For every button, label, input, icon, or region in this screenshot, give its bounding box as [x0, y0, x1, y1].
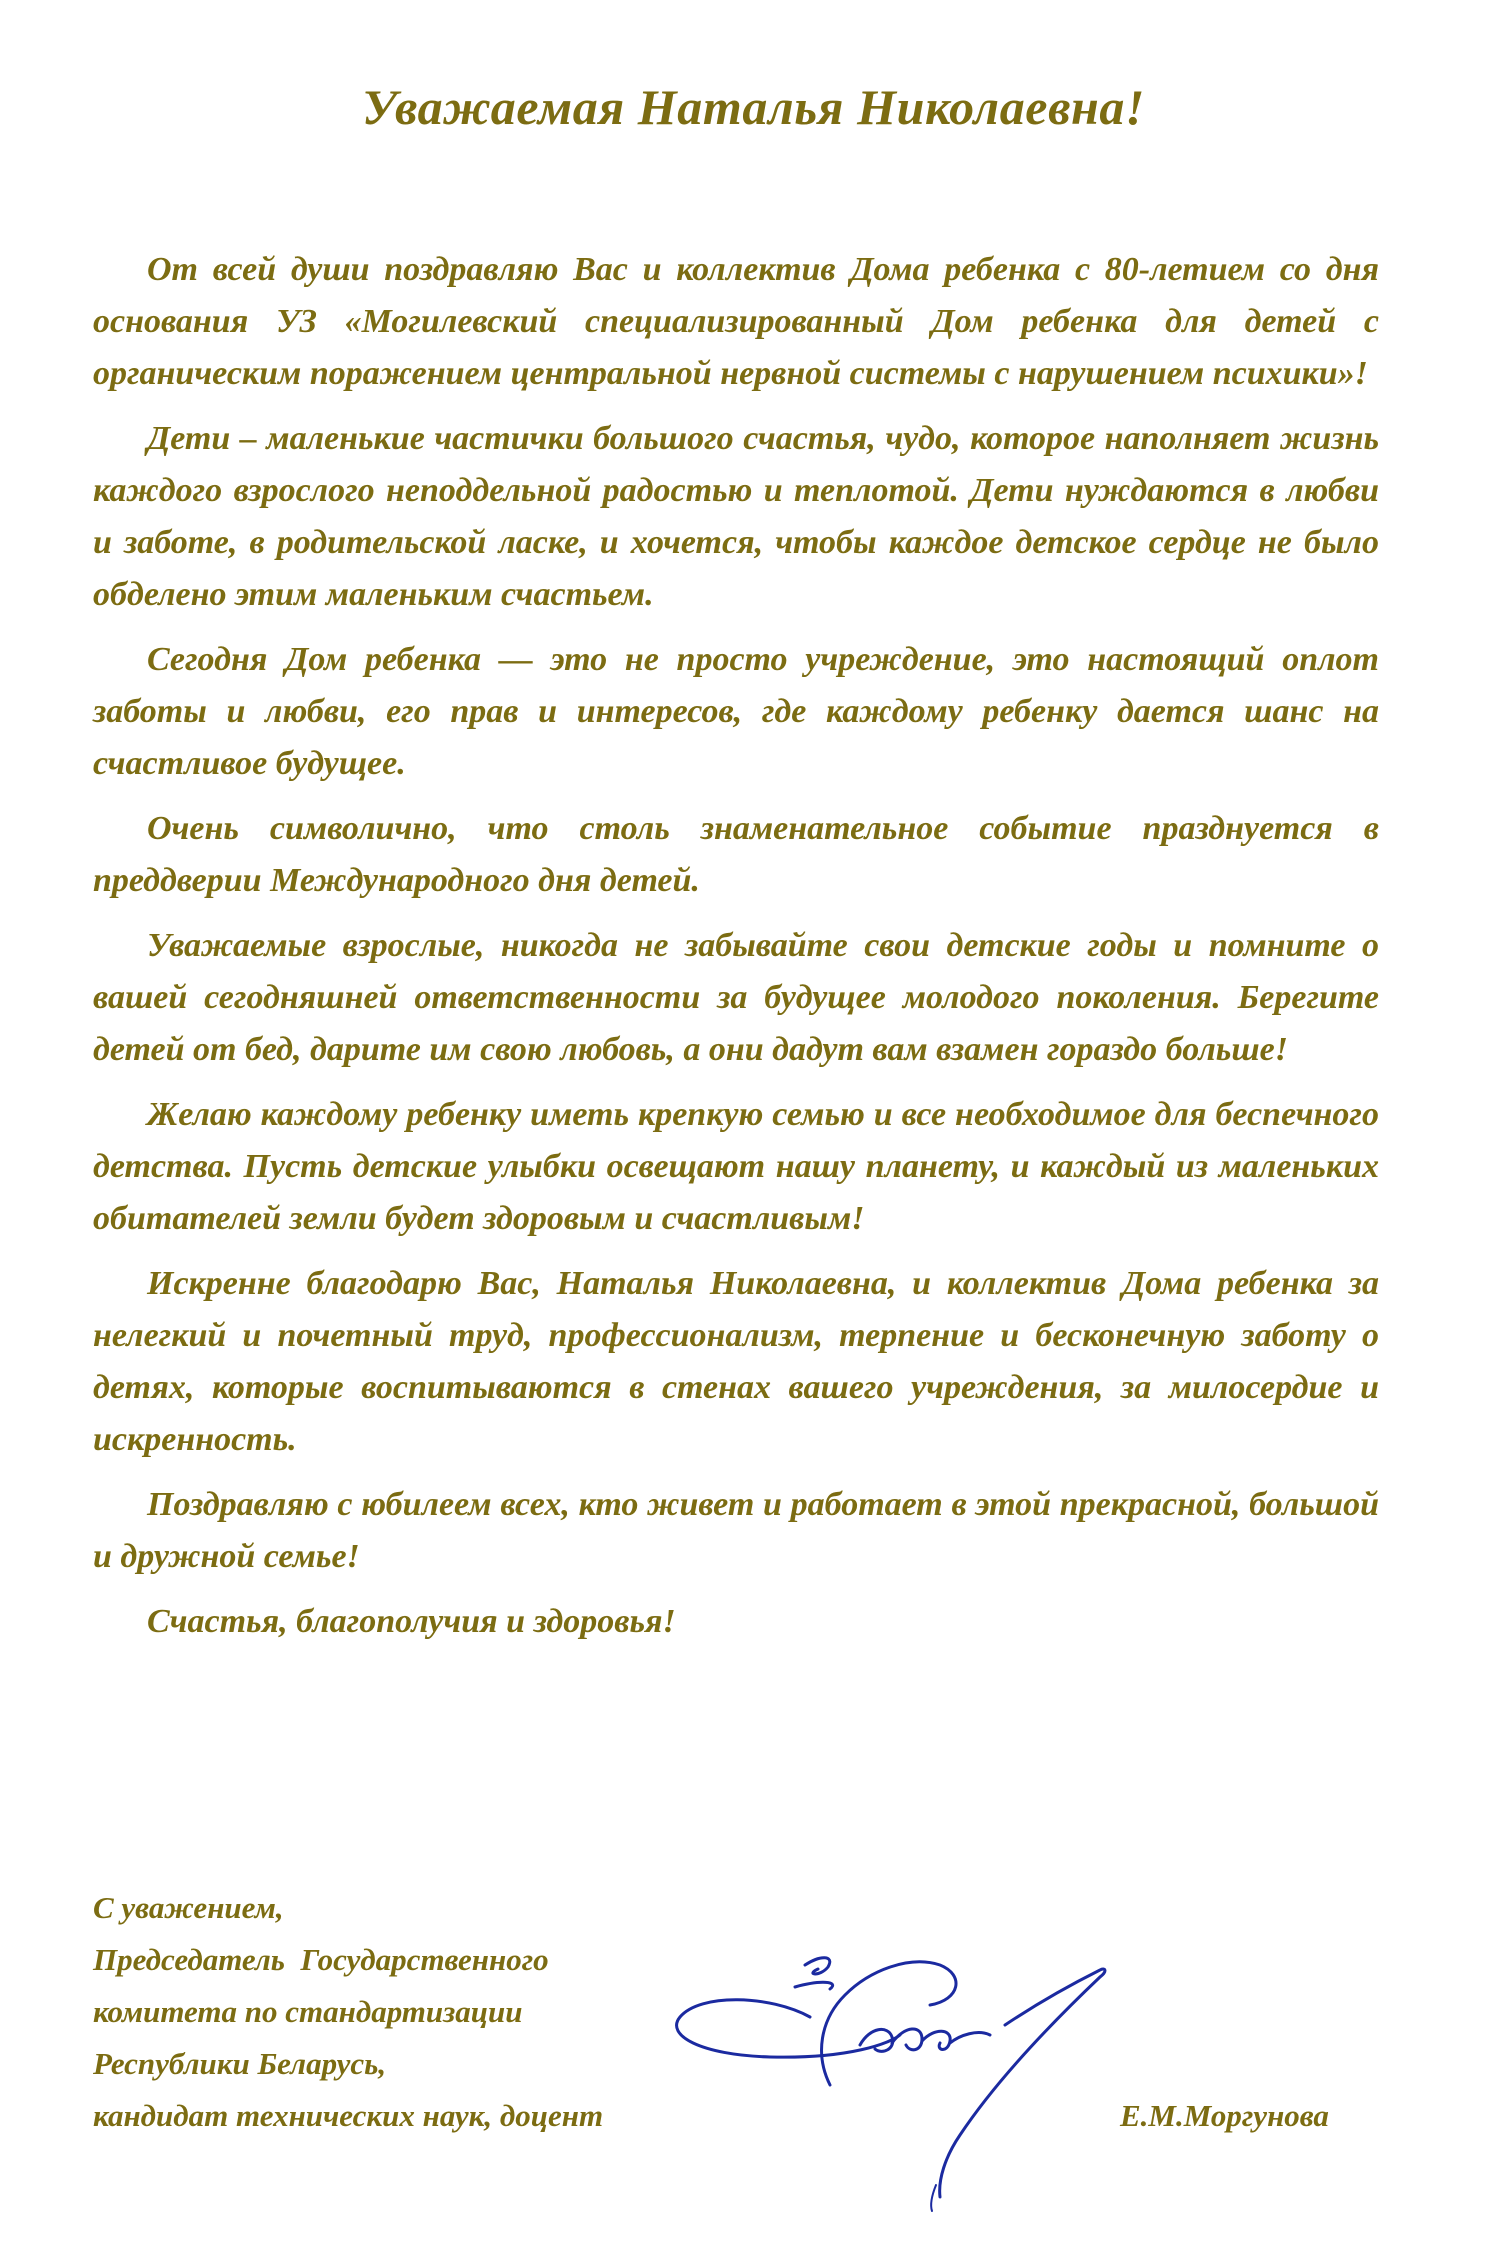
paragraph-congratulations: От всей души поздравляю Вас и коллектив Дома ребенка с 80-летием со дня основания УЗ «Могилевский специализированный Дом ребенка для детей с органическим поражением центральной нервной системы с нарушением психики»! [93, 251, 1379, 392]
closing-position-line: кандидат технических наук, доцент [93, 2098, 604, 2133]
paragraph-gratitude: Искренне благодарю Вас, Наталья Николаевна, и коллектив Дома ребенка за нелегкий и почетный труд, профессионализм, терпение и бесконечную заботу о детях, которые воспитываются в стенах вашего учреждения, за милосердие и искренность. [93, 1265, 1379, 1458]
closing-position-line: Председатель Государственного [93, 1942, 549, 1977]
paragraph-jubilee: Поздравляю с юбилеем всех, кто живет и работает в этой прекрасной, большой и дружной семье! [93, 1486, 1379, 1575]
closing-position-line: комитета по стандартизации [93, 1994, 523, 2029]
handwritten-signature [660, 1925, 1130, 2215]
paragraph-symbolic: Очень символично, что столь знаменательное событие празднуется в преддверии Международного дня детей. [93, 810, 1379, 899]
paragraph-adults: Уважаемые взрослые, никогда не забывайте свои детские годы и помните о вашей сегодняшней ответственности за будущее молодого поколения. Берегите детей от бед, дарите им свою любовь, а они дадут вам взамен гораздо больше! [93, 927, 1379, 1068]
paragraph-children: Дети – маленькие частички большого счастья, чудо, которое наполняет жизнь каждого взрослого неподдельной радостью и теплотой. Дети нуждаются в любви и заботе, в родительской ласке, и хочется, чтобы каждое детское сердце не было обделено этим маленьким счастьем. [93, 420, 1379, 613]
paragraph-orphanage-today: Сегодня Дом ребенка — это не просто учреждение, это настоящий оплот заботы и любви, его прав и интересов, где каждому ребенку дается шанс на счастливое будущее. [93, 641, 1379, 782]
signer-name: Е.М.Моргунова [1120, 2098, 1329, 2133]
paragraph-final-wish: Счастья, благополучия и здоровья! [147, 1603, 676, 1640]
closing-regards: С уважением, [93, 1890, 284, 1925]
letter-body [93, 244, 1379, 1661]
closing-position-line: Республики Беларусь, [93, 2046, 387, 2081]
letter-title: Уважаемая Наталья Николаевна! [361, 79, 1146, 135]
paragraph-wishes: Желаю каждому ребенку иметь крепкую семью и все необходимое для беспечного детства. Пусть детские улыбки освещают нашу планету, и каждый из маленьких обитателей земли будет здоровым и счастливым! [93, 1096, 1379, 1237]
